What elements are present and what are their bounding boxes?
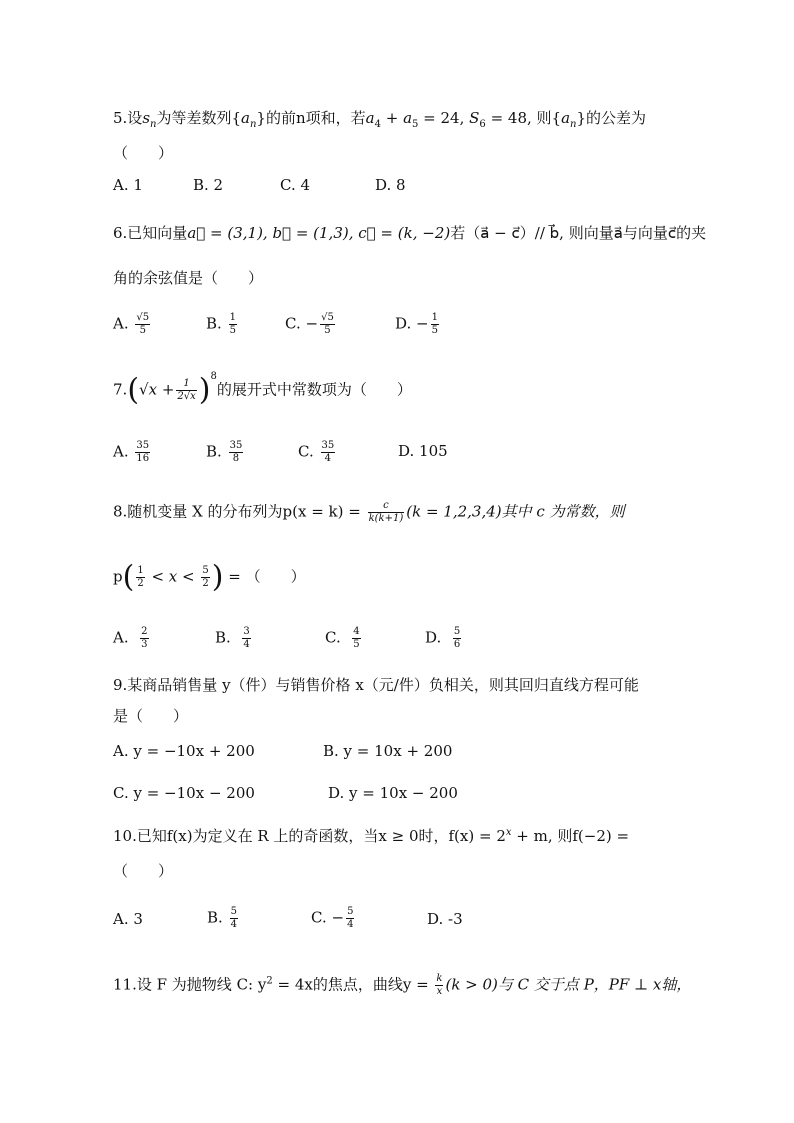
q8-option-b[interactable]: B. $\frac{3}{4}$ (215, 626, 250, 650)
q5-option-d[interactable]: D. 8 (375, 176, 406, 194)
q5-option-b[interactable]: B. 2 (193, 176, 224, 194)
q10-stem: 10.已知f(x)为定义在 R 上的奇函数，当x ≥ 0时，$f(x) = 2^x + m$, 则f(−2) = (113, 827, 630, 845)
q10-paren: （ ） (113, 862, 174, 880)
fraction: $\frac{5}{4}$ (347, 906, 354, 930)
fraction: $\frac{1}{2}$ (137, 565, 144, 589)
q10-option-a[interactable]: A. 3 (113, 910, 143, 928)
q9-option-a[interactable]: A. y = −10x + 200 (113, 742, 255, 760)
fraction: $\frac{5}{4}$ (230, 906, 237, 930)
q5-option-c[interactable]: C. 4 (280, 176, 311, 194)
q8-option-d[interactable]: D. $\frac{5}{6}$ (425, 626, 461, 650)
fraction: $\frac{√5}{5}$ (321, 312, 334, 336)
fraction: $\frac{c}{k(k+1)}$ (368, 500, 404, 524)
fraction: $\frac{5}{6}$ (453, 626, 461, 650)
fraction: $\frac{1}{5}$ (431, 312, 438, 336)
q8-option-c[interactable]: C. $\frac{4}{5}$ (325, 626, 360, 650)
q7-stem: 7.(√x + $\frac{1}{2√x}$ )$^8$的展开式中常数项为（ ） (113, 370, 412, 408)
q10-option-c[interactable]: C. − $\frac{5}{4}$ (311, 906, 354, 930)
fraction: $\frac{35}{4}$ (321, 440, 335, 464)
fraction: $\frac{3}{4}$ (243, 626, 250, 650)
fraction: $\frac{2}{3}$ (141, 626, 148, 650)
q6-option-c[interactable]: C. − $\frac{√5}{5}$ (285, 312, 334, 336)
q6-option-d[interactable]: D. − $\frac{1}{5}$ (395, 312, 438, 336)
q8-stem-line2: p( $\frac{1}{2}$ < x < $\frac{5}{2}$ ) = （ ） (113, 559, 306, 595)
fraction: $\frac{√5}{5}$ (136, 312, 150, 336)
q5-option-a[interactable]: A. 1 (113, 176, 143, 194)
q10-option-d[interactable]: D. -3 (427, 910, 463, 928)
q9-stem-line1: 9.某商品销售量 y（件）与销售价格 x（元/件）负相关，则其回归直线方程可能 (113, 676, 639, 694)
q6-stem-line1: 6.已知向量a⃗ = (3,1), b⃗ = (1,3), c⃗ = (k, −2)若（a⃗ − c⃗）// b⃗, 则向量a⃗与向量c⃗的夹 (113, 224, 707, 242)
fraction: $\frac{1}{5}$ (229, 312, 236, 336)
q6-option-a[interactable]: A. $\frac{√5}{5}$ (113, 312, 150, 336)
q9-option-b[interactable]: B. y = 10x + 200 (323, 742, 453, 760)
q7-option-c[interactable]: C. $\frac{35}{4}$ (298, 440, 335, 464)
fraction: $\frac{35}{16}$ (136, 440, 150, 464)
q7-option-b[interactable]: B. $\frac{35}{8}$ (206, 440, 243, 464)
fraction: $\frac{1}{2√x}$ (177, 378, 196, 402)
q8-stem-line1: 8.随机变量 X 的分布列为p(x = k) = $\frac{c}{k(k+1)}$ (k = 1,2,3,4)其中 c 为常数，则 (113, 500, 625, 524)
q7-option-d[interactable]: D. 105 (398, 442, 448, 460)
q6-stem-line2: 角的余弦值是（ ） (113, 269, 264, 287)
q11-stem: 11.设 F 为抛物线 C: $y^2 = 4x$的焦点，曲线y = $\frac{k}{x}$ (k > 0)与 C 交于点 P，PF ⊥ x轴， (113, 973, 692, 997)
q8-option-a[interactable]: A. $\frac{2}{3}$ (113, 626, 148, 650)
q6-option-b[interactable]: B. $\frac{1}{5}$ (206, 312, 236, 336)
q9-stem-line2: 是（ ） (113, 707, 189, 725)
q10-option-b[interactable]: B. $\frac{5}{4}$ (207, 906, 237, 930)
fraction: $\frac{4}{5}$ (353, 626, 360, 650)
fraction: $\frac{k}{x}$ (436, 973, 443, 997)
q5-paren: （ ） (113, 144, 174, 162)
fraction: $\frac{5}{2}$ (202, 565, 209, 589)
q9-option-c[interactable]: C. y = −10x − 200 (113, 784, 255, 802)
q5-stem: 5.设$s_n$为等差数列$\{a_n\}$的前n项和，若$a_4 + a_5 = 24$, $S_6 = 48$, 则$\{a_n\}$的公差为 (113, 109, 647, 130)
q7-option-a[interactable]: A. $\frac{35}{16}$ (113, 440, 150, 464)
fraction: $\frac{35}{8}$ (229, 440, 243, 464)
q9-option-d[interactable]: D. y = 10x − 200 (328, 784, 458, 802)
